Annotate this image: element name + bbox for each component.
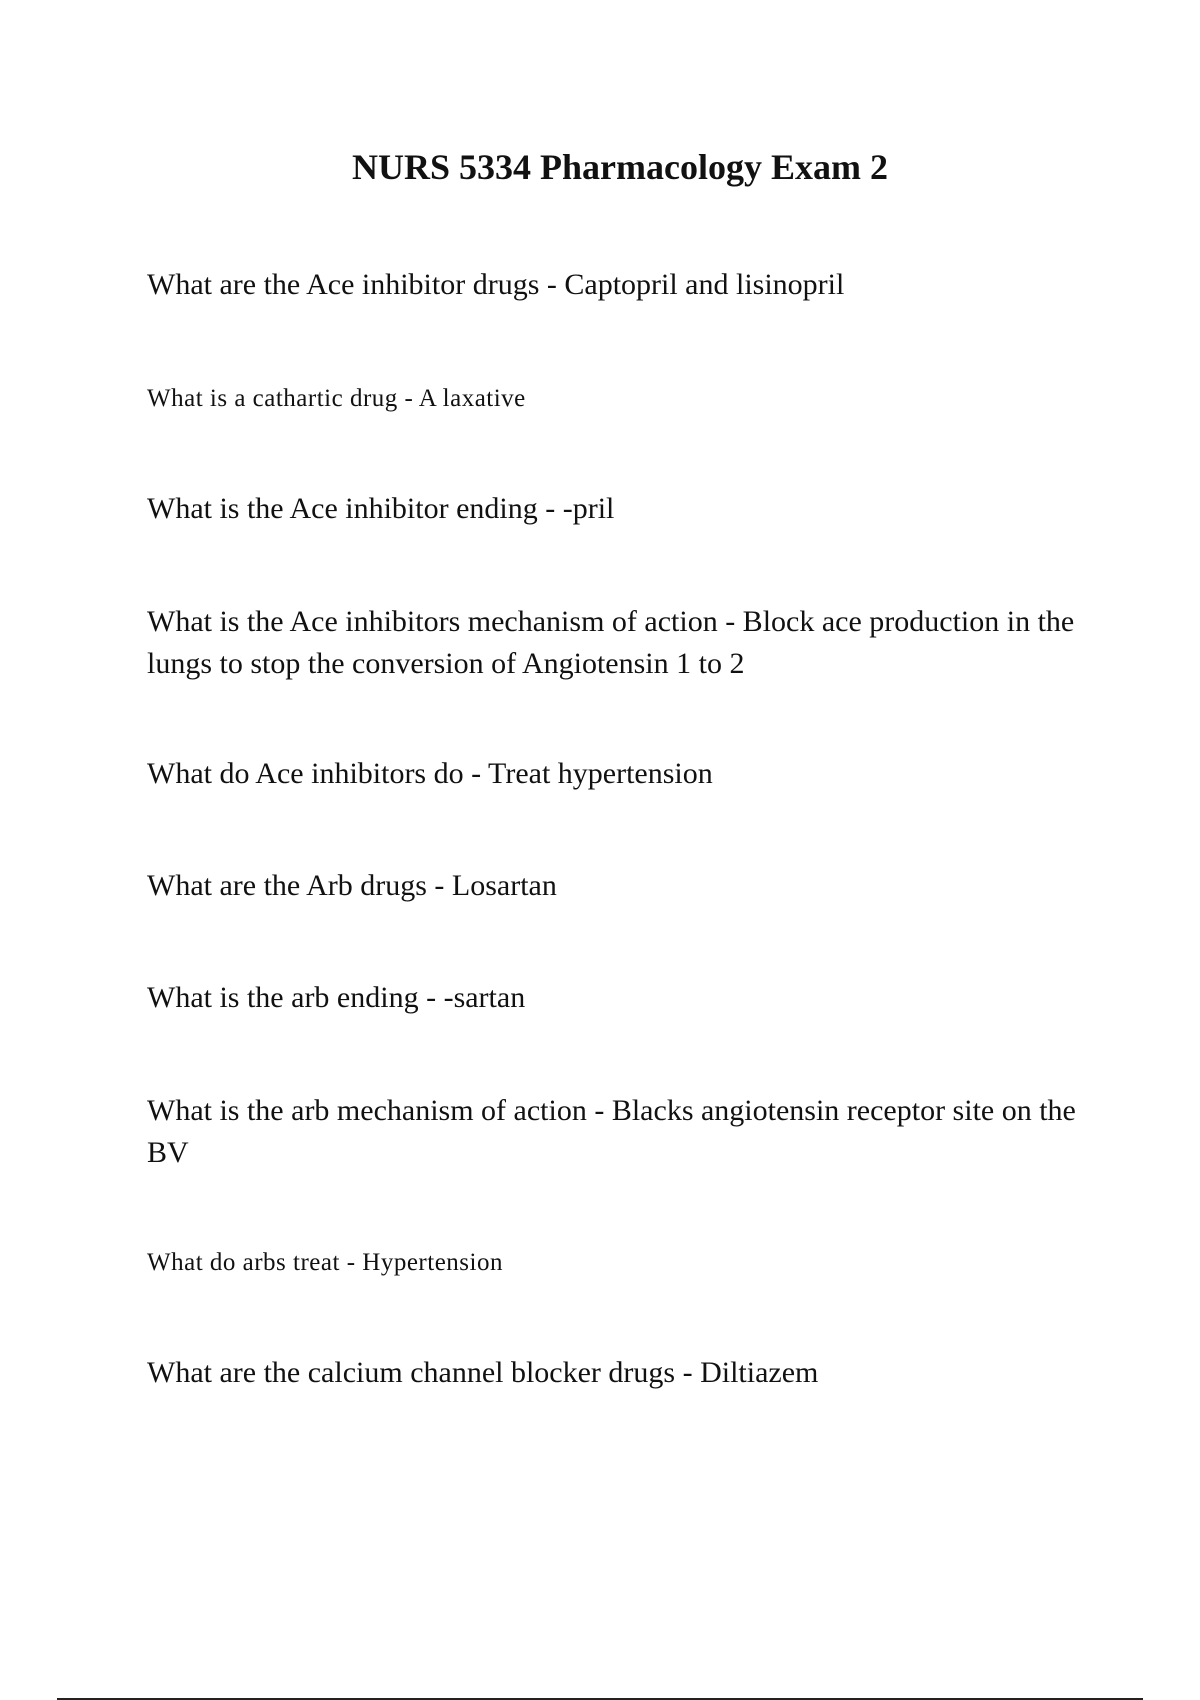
qa-item-ccb-drugs: What are the calcium channel blocker drugs - Diltiazem: [147, 1356, 819, 1389]
qa-item-arb-use: What do arbs treat - Hypertension: [147, 1249, 503, 1276]
qa-item-ace-ending: What is the Ace inhibitor ending - -pril: [147, 492, 615, 525]
qa-item-ace-use: What do Ace inhibitors do - Treat hypertension: [147, 757, 713, 790]
qa-item-arb-drugs: What are the Arb drugs - Losartan: [147, 869, 557, 902]
qa-item-arb-ending: What is the arb ending - -sartan: [147, 981, 526, 1014]
qa-item-ace-mechanism: What is the Ace inhibitors mechanism of action - Block ace production in the lungs to stop the conversion of Angiotensin 1 to 2: [147, 605, 1075, 680]
qa-item-cathartic: What is a cathartic drug - A laxative: [147, 385, 526, 412]
qa-item-arb-mechanism: What is the arb mechanism of action - Blacks angiotensin receptor site on the BV: [147, 1094, 1076, 1169]
qa-item-ace-drugs: What are the Ace inhibitor drugs - Captopril and lisinopril: [147, 268, 845, 301]
document-title: NURS 5334 Pharmacology Exam 2: [352, 147, 888, 187]
